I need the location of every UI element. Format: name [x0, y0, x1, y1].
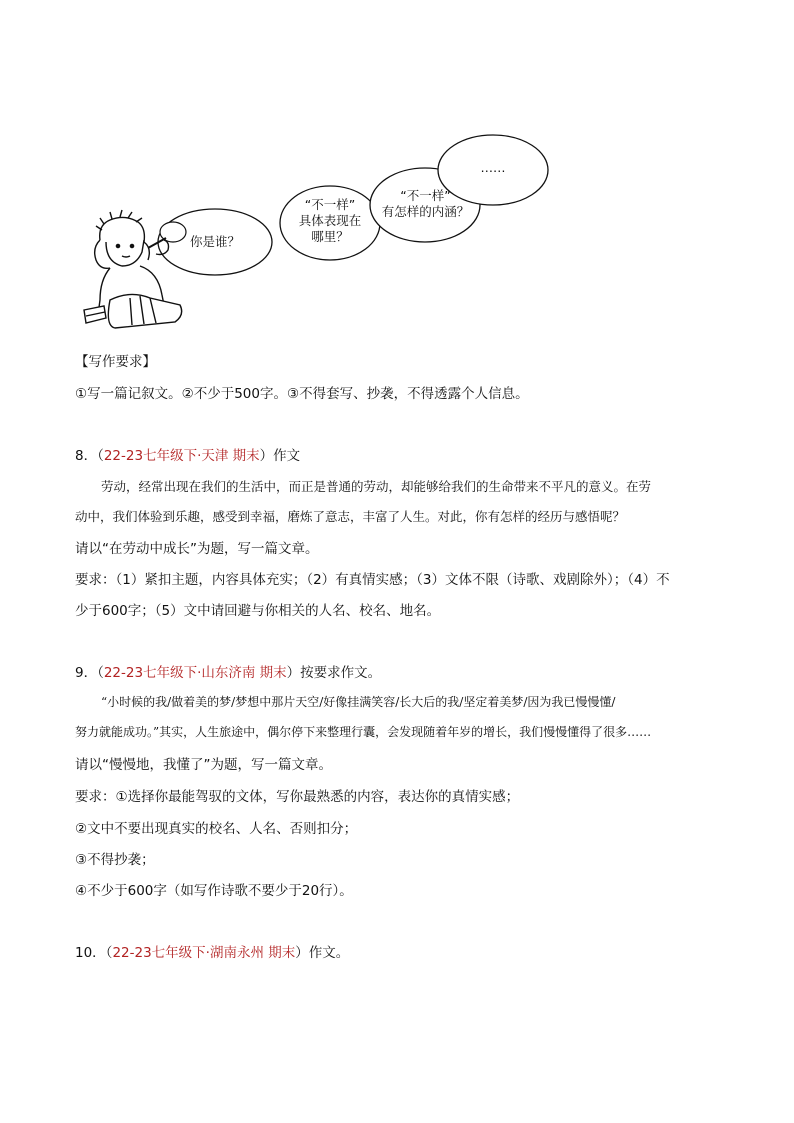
question-8-source: 22-23七年级下·天津 期末 — [103, 448, 260, 464]
question-9-passage-line: 努力就能成功。”其实，人生旅途中，偶尔停下来整理行囊，会发现随着年岁的增长，我们慢慢懂得了很多…… — [75, 725, 652, 739]
bubble-2-line: “不一样” — [304, 197, 356, 212]
question-9-number: 9．（ — [75, 665, 104, 681]
question-9-prompt: 请以“慢慢地，我懂了”为题，写一篇文章。 — [75, 757, 332, 773]
bubble-4-text: …… — [480, 160, 506, 175]
question-9-requirement: 要求：①选择你最能驾驭的文体，写你最熟悉的内容，表达你的真情实感； — [75, 789, 520, 805]
question-9-tail: ）按要求作文。 — [286, 665, 382, 681]
question-10-tail: ）作文。 — [295, 945, 350, 961]
question-10-number: 10．（ — [75, 945, 113, 961]
question-9-source: 22-23七年级下·山东济南 期末 — [103, 665, 287, 681]
bubble-2-line: 哪里？ — [311, 229, 349, 244]
question-8-tail: ）作文 — [259, 448, 301, 464]
question-9-requirement: ②文中不要出现真实的校名、人名、否则扣分； — [75, 821, 358, 837]
question-8-prompt: 请以“在劳动中成长”为题，写一篇文章。 — [75, 541, 319, 557]
question-10-source: 22-23七年级下·湖南永州 期末 — [112, 945, 296, 961]
question-9-header — [75, 661, 381, 681]
question-8-header — [75, 444, 300, 464]
question-8-passage-line: 劳动，经常出现在我们的生活中，而正是普通的劳动，却能够给我们的生命带来不平凡的意义。在劳 — [101, 479, 652, 494]
bubble-3-line: 有怎样的内涵？ — [381, 204, 470, 219]
question-9-passage-line: “小时候的我/做着美的梦/梦想中那片天空/好像挂满笑容/长大后的我/坚定着美梦/因为我已慢慢懂/ — [101, 695, 616, 709]
bubble-2-text — [285, 197, 375, 245]
bubble-2-line: 具体表现在 — [298, 213, 362, 228]
requirements-line: ①写一篇记叙文。②不少于500字。③不得套写、抄袭，不得透露个人信息。 — [75, 386, 529, 402]
question-8-requirement: 少于600字；（5）文中请回避与你相关的人名、校名、地名。 — [75, 603, 441, 619]
thinking-boy-illustration — [70, 130, 570, 340]
question-8-number: 8．（ — [75, 448, 104, 464]
bubble-3-line: “不一样” — [400, 188, 451, 203]
requirements-heading: 【写作要求】 — [75, 354, 156, 370]
bubble-3-text — [373, 188, 478, 220]
question-10-header — [75, 941, 349, 961]
question-8-passage-line: 动中，我们体验到乐趣，感受到幸福，磨炼了意志，丰富了人生。对此，你有怎样的经历与感悟呢？ — [75, 509, 626, 524]
bubble-1-text: 你是谁？ — [189, 234, 240, 249]
question-9-requirement: ④不少于600字（如写作诗歌不要少于20行）。 — [75, 883, 353, 899]
question-8-requirement: 要求：（1）紧扣主题，内容具体充实；（2）有真情实感；（3）文体不限（诗歌、戏剧除外）；（4）不 — [75, 572, 670, 588]
question-9-requirement: ③不得抄袭； — [75, 852, 155, 868]
